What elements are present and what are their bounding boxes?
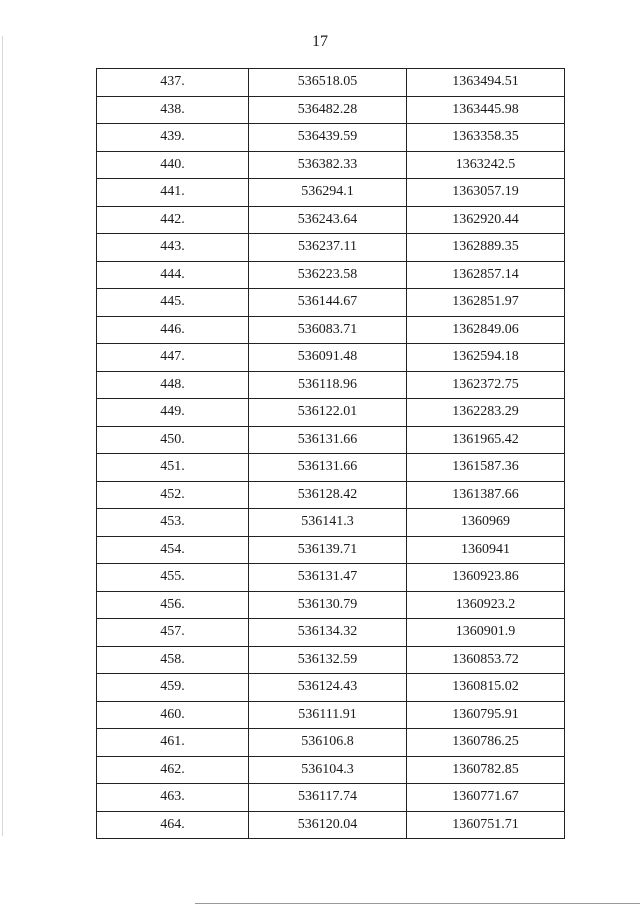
table-row (97, 96, 565, 124)
point-number-cell: 449. (97, 399, 249, 427)
y-coordinate-cell: 1363358.35 (407, 124, 565, 152)
point-number-cell: 447. (97, 344, 249, 372)
y-coordinate-cell: 1362857.14 (407, 261, 565, 289)
point-number-cell: 446. (97, 316, 249, 344)
y-coordinate-cell: 1361587.36 (407, 454, 565, 482)
point-number-cell: 437. (97, 69, 249, 97)
table-row (97, 646, 565, 674)
y-coordinate-cell: 1361965.42 (407, 426, 565, 454)
x-coordinate-cell: 536243.64 (249, 206, 407, 234)
y-coordinate-cell: 1360815.02 (407, 674, 565, 702)
table-row (97, 344, 565, 372)
x-coordinate-cell: 536294.1 (249, 179, 407, 207)
table-row (97, 784, 565, 812)
y-coordinate-cell: 1360853.72 (407, 646, 565, 674)
x-coordinate-cell: 536439.59 (249, 124, 407, 152)
point-number-cell: 458. (97, 646, 249, 674)
y-coordinate-cell: 1360771.67 (407, 784, 565, 812)
table-row (97, 234, 565, 262)
y-coordinate-cell: 1360969 (407, 509, 565, 537)
table-row (97, 426, 565, 454)
point-number-cell: 453. (97, 509, 249, 537)
coordinates-table (96, 68, 565, 839)
point-number-cell: 440. (97, 151, 249, 179)
point-number-cell: 451. (97, 454, 249, 482)
y-coordinate-cell: 1362920.44 (407, 206, 565, 234)
y-coordinate-cell: 1360941 (407, 536, 565, 564)
x-coordinate-cell: 536091.48 (249, 344, 407, 372)
table-row (97, 591, 565, 619)
point-number-cell: 444. (97, 261, 249, 289)
x-coordinate-cell: 536144.67 (249, 289, 407, 317)
point-number-cell: 454. (97, 536, 249, 564)
x-coordinate-cell: 536120.04 (249, 811, 407, 839)
x-coordinate-cell: 536130.79 (249, 591, 407, 619)
table-row (97, 481, 565, 509)
x-coordinate-cell: 536131.66 (249, 426, 407, 454)
table-row (97, 69, 565, 97)
x-coordinate-cell: 536106.8 (249, 729, 407, 757)
x-coordinate-cell: 536134.32 (249, 619, 407, 647)
table-row (97, 454, 565, 482)
point-number-cell: 464. (97, 811, 249, 839)
x-coordinate-cell: 536223.58 (249, 261, 407, 289)
y-coordinate-cell: 1360923.86 (407, 564, 565, 592)
table-row (97, 811, 565, 839)
point-number-cell: 460. (97, 701, 249, 729)
x-coordinate-cell: 536117.74 (249, 784, 407, 812)
table-row (97, 399, 565, 427)
point-number-cell: 457. (97, 619, 249, 647)
point-number-cell: 461. (97, 729, 249, 757)
point-number-cell: 462. (97, 756, 249, 784)
table-row (97, 289, 565, 317)
point-number-cell: 448. (97, 371, 249, 399)
point-number-cell: 445. (97, 289, 249, 317)
table-row (97, 564, 565, 592)
x-coordinate-cell: 536139.71 (249, 536, 407, 564)
table-row (97, 509, 565, 537)
y-coordinate-cell: 1360786.25 (407, 729, 565, 757)
table-row (97, 729, 565, 757)
point-number-cell: 459. (97, 674, 249, 702)
y-coordinate-cell: 1363242.5 (407, 151, 565, 179)
x-coordinate-cell: 536382.33 (249, 151, 407, 179)
point-number-cell: 442. (97, 206, 249, 234)
table-row (97, 536, 565, 564)
point-number-cell: 452. (97, 481, 249, 509)
y-coordinate-cell: 1360901.9 (407, 619, 565, 647)
table-row (97, 206, 565, 234)
x-coordinate-cell: 536118.96 (249, 371, 407, 399)
table-row (97, 756, 565, 784)
point-number-cell: 455. (97, 564, 249, 592)
x-coordinate-cell: 536141.3 (249, 509, 407, 537)
table-row (97, 179, 565, 207)
coordinates-table-body (97, 69, 565, 839)
point-number-cell: 450. (97, 426, 249, 454)
y-coordinate-cell: 1360782.85 (407, 756, 565, 784)
x-coordinate-cell: 536128.42 (249, 481, 407, 509)
x-coordinate-cell: 536131.47 (249, 564, 407, 592)
x-coordinate-cell: 536237.11 (249, 234, 407, 262)
table-row (97, 151, 565, 179)
point-number-cell: 443. (97, 234, 249, 262)
y-coordinate-cell: 1363494.51 (407, 69, 565, 97)
y-coordinate-cell: 1362851.97 (407, 289, 565, 317)
table-row (97, 261, 565, 289)
table-row (97, 124, 565, 152)
scan-margin-line (2, 36, 3, 836)
y-coordinate-cell: 1363057.19 (407, 179, 565, 207)
table-row (97, 316, 565, 344)
x-coordinate-cell: 536131.66 (249, 454, 407, 482)
point-number-cell: 441. (97, 179, 249, 207)
point-number-cell: 463. (97, 784, 249, 812)
y-coordinate-cell: 1363445.98 (407, 96, 565, 124)
y-coordinate-cell: 1360751.71 (407, 811, 565, 839)
page-number: 17 (312, 33, 328, 50)
x-coordinate-cell: 536104.3 (249, 756, 407, 784)
x-coordinate-cell: 536482.28 (249, 96, 407, 124)
y-coordinate-cell: 1360795.91 (407, 701, 565, 729)
y-coordinate-cell: 1360923.2 (407, 591, 565, 619)
point-number-cell: 456. (97, 591, 249, 619)
y-coordinate-cell: 1361387.66 (407, 481, 565, 509)
table-row (97, 701, 565, 729)
y-coordinate-cell: 1362889.35 (407, 234, 565, 262)
y-coordinate-cell: 1362849.06 (407, 316, 565, 344)
y-coordinate-cell: 1362283.29 (407, 399, 565, 427)
table-row (97, 371, 565, 399)
y-coordinate-cell: 1362372.75 (407, 371, 565, 399)
x-coordinate-cell: 536518.05 (249, 69, 407, 97)
x-coordinate-cell: 536124.43 (249, 674, 407, 702)
point-number-cell: 438. (97, 96, 249, 124)
point-number-cell: 439. (97, 124, 249, 152)
x-coordinate-cell: 536122.01 (249, 399, 407, 427)
scan-edge-line (195, 903, 640, 904)
y-coordinate-cell: 1362594.18 (407, 344, 565, 372)
x-coordinate-cell: 536083.71 (249, 316, 407, 344)
x-coordinate-cell: 536111.91 (249, 701, 407, 729)
x-coordinate-cell: 536132.59 (249, 646, 407, 674)
table-row (97, 674, 565, 702)
table-row (97, 619, 565, 647)
